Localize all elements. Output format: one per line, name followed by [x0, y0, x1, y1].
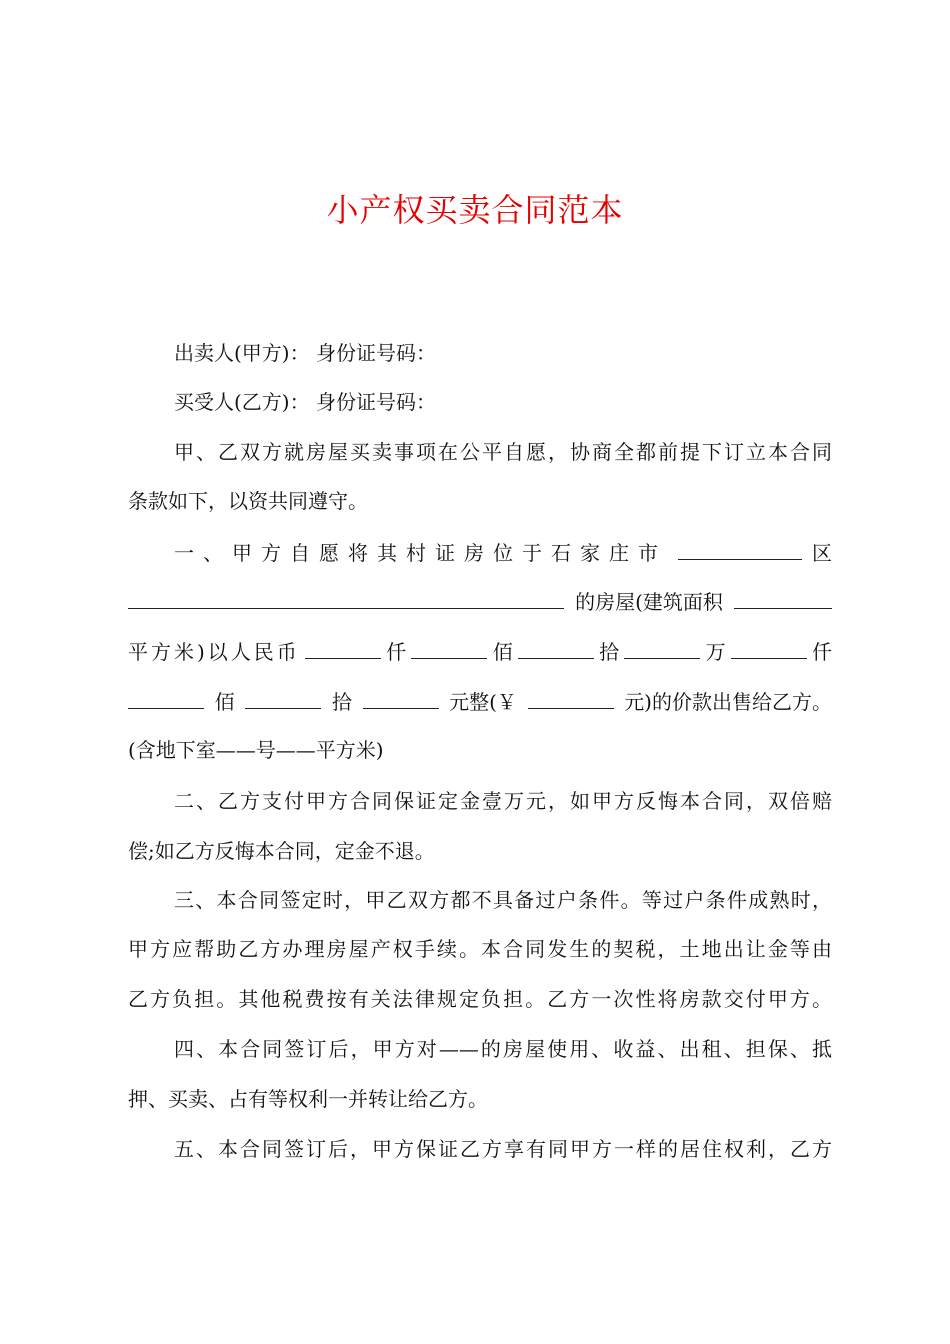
area-blank	[734, 586, 832, 609]
clause2-line-2: 偿;如乙方反悔本合同，定金不退。	[128, 839, 435, 863]
price-blank-3	[518, 636, 594, 659]
price-blank-8	[363, 686, 439, 709]
unit-qian-1: 仟	[386, 640, 407, 664]
yuan-label: 元整(￥	[449, 690, 517, 714]
clause3-line-3: 乙方负担。其他税费按有关法律规定负担。乙方一次性将房款交付甲方。	[128, 987, 832, 1011]
clause1-line-1	[174, 537, 832, 567]
clause3-line-2: 甲方应帮助乙方办理房屋产权手续。本合同发生的契税，土地出让金等由	[128, 937, 832, 961]
buyer-line: 买受人(乙方)： 身份证号码：	[174, 390, 436, 414]
clause4-line-1: 四、本合同签订后，甲方对——的房屋使用、收益、出租、担保、抵	[174, 1037, 832, 1061]
unit-shi-2: 拾	[331, 690, 352, 714]
price-label: 平方米)以人民币	[128, 640, 300, 664]
price-blank-2	[411, 636, 487, 659]
clause2-line-1: 二、乙方支付甲方合同保证定金壹万元，如甲方反悔本合同，双倍赔	[174, 789, 832, 813]
unit-wan: 万	[705, 640, 726, 664]
clause5-line-1: 五、本合同签订后，甲方保证乙方享有同甲方一样的居住权利，乙方	[174, 1137, 832, 1161]
district-suffix: 区	[812, 541, 832, 565]
area-label: 的房屋(建筑面积	[575, 590, 723, 614]
clause1-line-5: (含地下室——号——平方米)	[128, 738, 384, 762]
price-blank-7	[245, 686, 321, 709]
unit-shi-1: 拾	[599, 640, 620, 664]
unit-qian-2: 仟	[812, 640, 832, 664]
intro-line-1: 甲、乙双方就房屋买卖事项在公平自愿，协商全都前提下订立本合同	[174, 440, 832, 464]
price-figure-blank	[528, 686, 614, 709]
clause3-line-1: 三、本合同签定时，甲乙双方都不具备过户条件。等过户条件成熟时，	[174, 888, 832, 912]
address-blank	[128, 586, 564, 609]
clause1-line-4	[128, 686, 832, 716]
seller-line: 出卖人(甲方)： 身份证号码：	[174, 341, 436, 365]
district-blank	[678, 537, 802, 560]
unit-bai-2: 佰	[214, 690, 235, 714]
clause1-location-text: 一、甲方自愿将其村证房位于石家庄市	[174, 541, 667, 565]
document-title: 小产权买卖合同范本	[326, 191, 624, 229]
clause4-line-2: 押、买卖、占有等权利一并转让给乙方。	[128, 1087, 488, 1111]
price-blank-5	[731, 636, 807, 659]
clause1-line-3	[128, 636, 832, 666]
price-blank-1	[305, 636, 381, 659]
price-blank-4	[624, 636, 700, 659]
clause1-line-2	[128, 586, 832, 616]
sale-clause-end: 元)的价款出售给乙方。	[624, 690, 832, 714]
unit-bai-1: 佰	[492, 640, 513, 664]
price-blank-6	[128, 686, 204, 709]
intro-line-2: 条款如下，以资共同遵守。	[128, 489, 368, 513]
